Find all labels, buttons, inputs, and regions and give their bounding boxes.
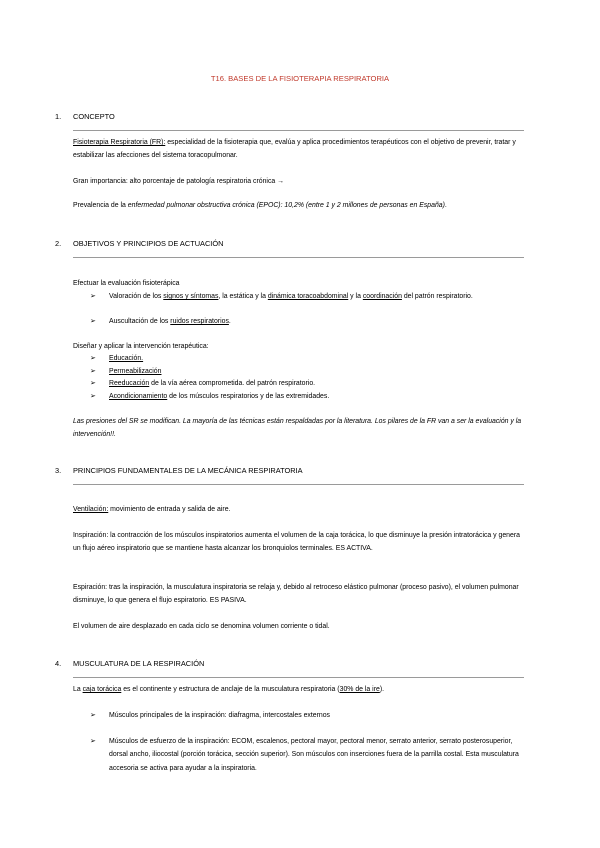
list-item: ➢ Acondicionamiento de los músculos respiratorios y de las extremidades. <box>90 390 520 403</box>
arrow-bullet-icon: ➢ <box>90 355 96 362</box>
concepto-definition <box>73 136 528 163</box>
section-number: 1. <box>55 112 62 121</box>
definition-term: Fisioterapia Respiratoria (FR): <box>73 139 166 146</box>
arrow-bullet-icon: ➢ <box>90 293 96 300</box>
arrow-bullet-icon: ➢ <box>90 738 96 745</box>
prevalence-lead: Prevalencia de la <box>73 202 128 209</box>
arrow-bullet-icon: ➢ <box>90 712 96 719</box>
tidal-volume-paragraph: El volumen de aire desplazado en cada ciclo se denomina volumen corriente o tidal. <box>73 623 330 630</box>
section-heading-objetivos <box>55 239 223 248</box>
section-heading-concepto <box>55 112 115 121</box>
arrow-bullet-icon: ➢ <box>90 318 96 325</box>
document-title: T16. BASES DE LA FISIOTERAPIA RESPIRATORIA <box>210 74 390 83</box>
list-item: ➢ Reeducación de la vía aérea comprometida. del patrón respiratorio. <box>90 377 520 390</box>
concepto-prevalence <box>73 199 528 212</box>
ventilation-text: movimiento de entrada y salida de aire. <box>108 506 231 513</box>
ventilation-term: Ventilación: <box>73 506 109 513</box>
section-number: 2. <box>55 239 62 248</box>
intervention-heading: Diseñar y aplicar la intervención terapéutica: <box>73 343 209 350</box>
section-number: 4. <box>55 659 62 668</box>
concepto-importance: Gran importancia: alto porcentaje de patología respiratoria crónica → <box>73 178 285 185</box>
section-heading-mecanica <box>55 466 303 475</box>
ventilation-definition <box>73 503 528 516</box>
arrow-bullet-icon: ➢ <box>90 380 96 387</box>
section-heading-musculatura <box>55 659 204 668</box>
section-rule <box>73 677 524 678</box>
expiration-paragraph: Espiración: tras la inspiración, la musculatura inspiratoria se relaja y, debido al retroceso elástico pulmonar (proceso pasivo), el volumen pulmonar disminuye, lo que genera el flujo espiratorio. ES PASIVA. <box>73 584 519 605</box>
list-item: ➢ Educación. <box>90 352 520 365</box>
evaluation-heading: Efectuar la evaluación fisioterápica <box>73 280 180 287</box>
arrow-bullet-icon: ➢ <box>90 368 96 375</box>
arrow-bullet-icon: ➢ <box>90 393 96 400</box>
section-title: MUSCULATURA DE LA RESPIRACIÓN <box>73 659 205 668</box>
list-item: ➢ Músculos principales de la inspiración: diafragma, intercostales externos <box>90 709 520 722</box>
section-rule <box>73 257 524 258</box>
list-item: ➢ Valoración de los signos y síntomas, la estática y la dinámica toracoabdominal y la coordinación del patrón respiratorio. <box>90 290 520 303</box>
section-title: OBJETIVOS Y PRINCIPIOS DE ACTUACIÓN <box>73 239 224 248</box>
prevalence-end: . <box>444 202 447 209</box>
caja-toracica-paragraph: La caja torácica es el continente y estructura de anclaje de la musculatura respiratoria (30% de la ire). <box>73 686 385 693</box>
section-rule <box>73 484 524 485</box>
definition-text: especialidad de la fisioterapia que, evalúa y aplica procedimientos terapéuticos con el objetivo de prevenir, tratar y estabilizar las afecciones del sistema toracopulmonar. <box>73 139 516 160</box>
objetivos-note: Las presiones del SR se modifican. La mayoría de las técnicas están respaldadas por la literatura. Los pilares de la FR van a ser la evaluación y la intervención!!. <box>73 418 522 439</box>
inspiration-paragraph: Inspiración: la contracción de los músculos inspiratorios aumenta el volumen de la caja torácica, lo que disminuye la presión intratorácica y genera un flujo aéreo inspiratorio que se mantiene hasta alcanzar los bronquiolos terminales. ES ACTIVA. <box>73 532 520 553</box>
section-rule <box>73 130 524 131</box>
section-number: 3. <box>55 466 62 475</box>
section-title: PRINCIPIOS FUNDAMENTALES DE LA MECÁNICA RESPIRATORIA <box>73 466 303 475</box>
list-item: ➢ Permeabilización <box>90 365 520 378</box>
list-item: ➢ Auscultación de los ruidos respiratorios. <box>90 315 520 328</box>
list-item: ➢ Músculos de esfuerzo de la inspiración: ECOM, escalenos, pectoral mayor, pectoral menor, serrato anterior, serrato posterosuperior, dorsal ancho, iliocostal (porción torácica, sección superior). Son músculos con inserciones fuera de la parrilla costal. Esta musculatura accesoria se activa para ayudar a la inspiratoria. <box>90 735 520 775</box>
prevalence-italic: enfermedad pulmonar obstructiva crónica (EPOC): 10,2% (entre 1 y 2 millones de personas en España) <box>127 202 445 209</box>
section-title: CONCEPTO <box>73 112 115 121</box>
